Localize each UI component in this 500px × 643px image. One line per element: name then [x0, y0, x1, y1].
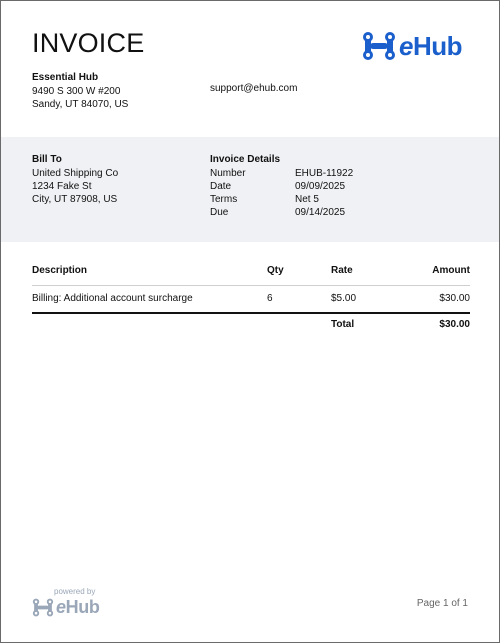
- detail-key: Number: [210, 168, 246, 179]
- ehub-footer-logo-text: eHub: [56, 597, 100, 617]
- cell-description: Billing: Additional account surcharge: [32, 293, 193, 304]
- company-address-line1: 9490 S 300 W #200: [32, 86, 121, 97]
- cell-rate: $5.00: [331, 293, 357, 304]
- invoice-title: INVOICE: [32, 28, 145, 58]
- ehub-logo-icon: [362, 31, 396, 61]
- header-rate: Rate: [331, 265, 353, 276]
- detail-row-terms: [210, 193, 353, 206]
- company-name: Essential Hub: [32, 72, 99, 83]
- powered-by-text: powered by: [54, 587, 96, 596]
- header-qty: Qty: [267, 265, 284, 276]
- detail-value: Net 5: [295, 194, 319, 205]
- header-description: Description: [32, 265, 88, 276]
- detail-value: EHUB-11922: [295, 168, 354, 179]
- bill-to-address-line1: 1234 Fake St: [32, 181, 92, 192]
- page-number: Page 1 of 1: [416, 598, 468, 609]
- total-divider: [32, 312, 470, 314]
- invoice-details-label: Invoice Details: [210, 154, 281, 165]
- ehub-logo: [362, 31, 462, 61]
- total-label: Total: [331, 319, 355, 330]
- table-header: [32, 265, 470, 281]
- cell-amount: $30.00: [439, 293, 470, 304]
- header-divider: [32, 285, 470, 286]
- detail-key: Terms: [210, 194, 238, 205]
- invoice-details-block: [210, 153, 353, 219]
- total-value: $30.00: [439, 319, 470, 330]
- powered-by-ehub: [32, 587, 99, 617]
- bill-to-label: Bill To: [32, 154, 62, 165]
- header-amount: Amount: [432, 265, 470, 276]
- total-row: [32, 319, 470, 333]
- ehub-logo-text: eHub: [399, 31, 463, 61]
- table-row: [32, 293, 470, 307]
- bill-to-address-line2: City, UT 87908, US: [32, 194, 118, 205]
- detail-row-due: [210, 206, 353, 219]
- bill-to-block: [32, 153, 118, 206]
- detail-value: 09/14/2025: [295, 207, 346, 218]
- detail-row-number: [210, 167, 353, 180]
- bill-to-name: United Shipping Co: [32, 168, 119, 179]
- cell-qty: 6: [267, 293, 273, 304]
- ehub-footer-logo-icon: [32, 598, 54, 617]
- company-block: [32, 71, 128, 111]
- detail-key: Date: [210, 181, 232, 192]
- company-email: support@ehub.com: [210, 83, 298, 94]
- company-address-line2: Sandy, UT 84070, US: [32, 99, 129, 110]
- detail-row-date: [210, 180, 353, 193]
- detail-key: Due: [210, 207, 229, 218]
- detail-value: 09/09/2025: [295, 181, 346, 192]
